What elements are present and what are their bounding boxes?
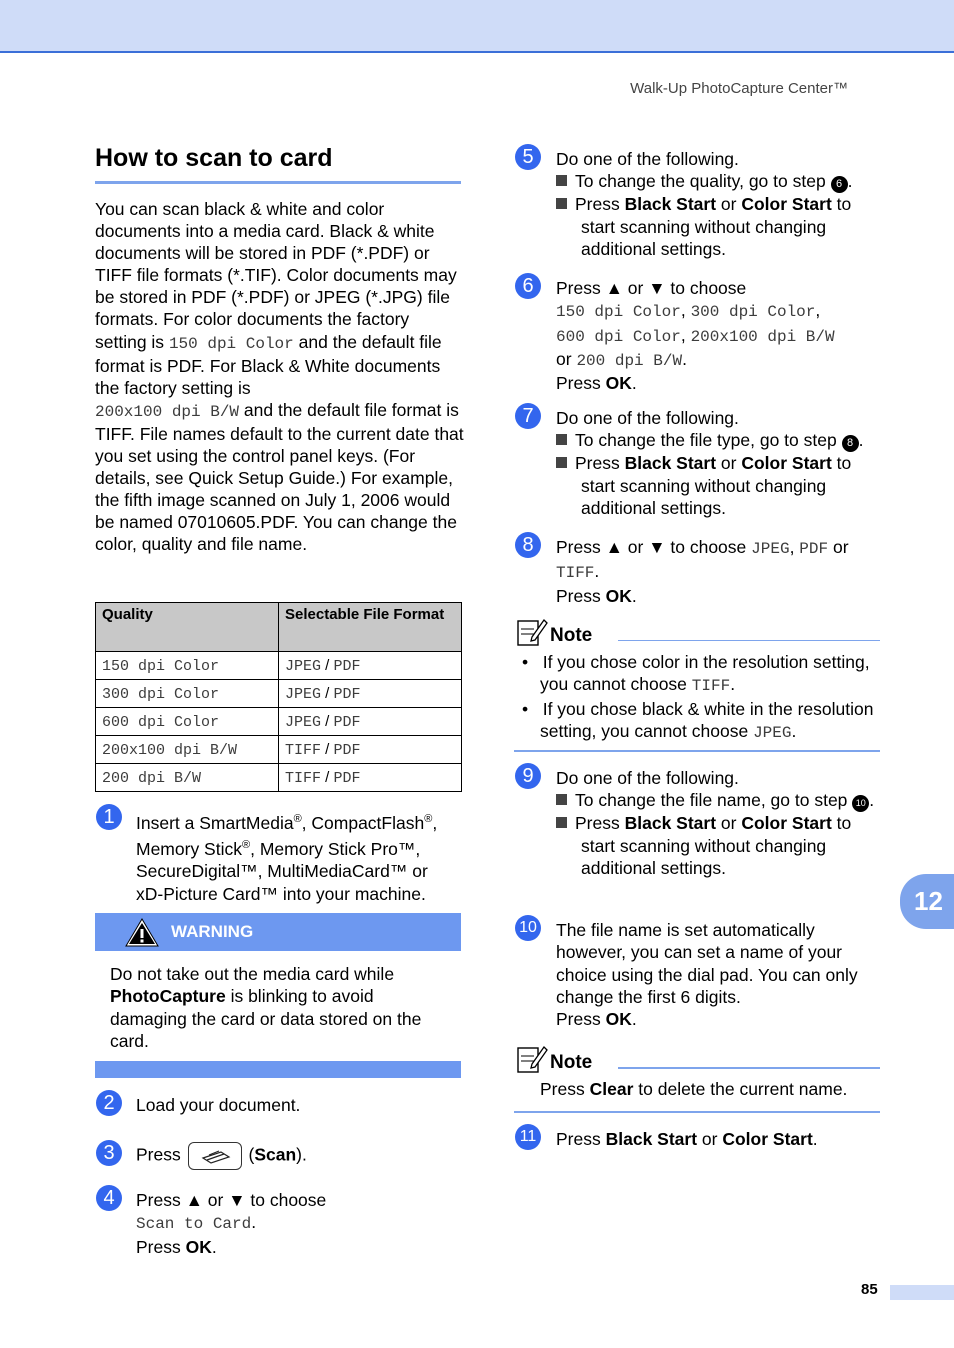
table-row (96, 652, 462, 680)
step-number-9: 9 (515, 763, 541, 789)
step-5-text: Do one of the following. To change the quality, go to step 6 . Press Black Start or Color Start to start scanning without changing additional settings. (556, 148, 881, 260)
intro-paragraph: You can scan black & white and color documents into a media card. Black & white documents will be stored in PDF (*.PDF) or TIFF file formats (*.TIF). Color documents may be stored in PDF (*.PDF) or JPEG (*.JPG) file formats. For color documents the factory setting is 150 dpi Color and the default file format is PDF. For Black & White documents the factory setting is 200x100 dpi B/W and the default file format is TIFF. File names default to the current date that you set using the control panel keys. (For details, see Quick Setup Guide.) For example, the fifth image scanned on July 1, 2006 would be named 07010605.PDF. You can change the color, quality and file name. (95, 199, 464, 555)
column-header-quality: Quality (96, 603, 279, 652)
step-1-text: Insert a SmartMedia®, CompactFlash®, Memory Stick®, Memory Stick Pro™, SecureDigital™, MultiMediaCard™ or xD-Picture Card™ into your machine. (136, 812, 438, 904)
format-cell: TIFF / PDF (279, 736, 462, 764)
note-pencil-icon (516, 617, 548, 647)
warning-icon (125, 917, 159, 947)
quality-format-table (95, 602, 462, 792)
step-number-5: 5 (515, 144, 541, 170)
list-item: To change the file type, go to step 8 . (556, 429, 881, 452)
scan-button-icon (188, 1142, 242, 1170)
note-title: Note (550, 625, 593, 646)
step-number-4: 4 (96, 1185, 122, 1211)
chapter-tab: 12 (900, 874, 954, 929)
quality-cell: 150 dpi Color (96, 652, 279, 680)
list-item: To change the file name, go to step 10 . (556, 789, 881, 812)
list-item: Press Black Start or Color Start to start scanning without changing additional settings. (556, 812, 881, 879)
table-header-row (96, 603, 462, 652)
note-rule (618, 640, 880, 641)
note-rule (618, 1067, 880, 1069)
step-number-6: 6 (515, 273, 541, 299)
quality-cell: 300 dpi Color (96, 680, 279, 708)
format-cell: JPEG / PDF (279, 652, 462, 680)
step-number-1: 1 (96, 804, 122, 830)
format-cell: JPEG / PDF (279, 708, 462, 736)
step-10-text: The file name is set automatically however, you can set a name of your choice using the dial pad. You can only change the first 6 digits. Press OK. (556, 920, 858, 1030)
note-1-list (522, 651, 882, 744)
step-7-text: Do one of the following. To change the file type, go to step 8 . Press Black Start or Color Start to start scanning without changing additional settings. (556, 407, 881, 519)
quality-cell: 200 dpi B/W (96, 764, 279, 792)
section-title: How to scan to card (95, 144, 333, 172)
step-number-10: 10 (515, 915, 541, 941)
warning-text: Do not take out the media card while PhotoCapture is blinking to avoid damaging the card or data stored on the card. (110, 964, 422, 1051)
note-bottom-rule (514, 750, 880, 752)
step-number-3: 3 (96, 1140, 122, 1166)
list-item: To change the quality, go to step 6 . (556, 170, 881, 193)
note-title: Note (550, 1052, 593, 1073)
step-6-text: Press ▲ or ▼ to choose 150 dpi Color, 300 dpi Color, 600 dpi Color, 200x100 dpi B/W or 200 dpi B/W. Press OK. (556, 278, 835, 394)
list-item: Press Black Start or Color Start to start scanning without changing additional settings. (556, 452, 881, 519)
header-band (0, 0, 954, 53)
column-header-format: Selectable File Format (279, 603, 462, 652)
step-4-text: Press ▲ or ▼ to choose Scan to Card. Press OK. (136, 1190, 327, 1257)
list-item: Press Black Start or Color Start to start scanning without changing additional settings. (556, 193, 881, 260)
format-cell: JPEG / PDF (279, 680, 462, 708)
quality-cell: 200x100 dpi B/W (96, 736, 279, 764)
quality-cell: 600 dpi Color (96, 708, 279, 736)
note-2-text: Press Clear to delete the current name. (540, 1079, 848, 1099)
step-number-8: 8 (515, 532, 541, 558)
table-row (96, 708, 462, 736)
step-number-7: 7 (515, 403, 541, 429)
table-row (96, 680, 462, 708)
note-bottom-rule (514, 1111, 880, 1113)
step-ref-badge: 8 (842, 435, 859, 452)
warning-footer-bar (95, 1061, 461, 1078)
page-number: 85 (861, 1281, 878, 1298)
step-3-text: Press (Scan). (136, 1142, 307, 1170)
step-8-text: Press ▲ or ▼ to choose JPEG, PDF or TIFF. Press OK. (556, 537, 849, 606)
running-title: Walk-Up PhotoCapture Center™ (630, 80, 848, 97)
table-row (96, 736, 462, 764)
warning-label: WARNING (171, 922, 254, 941)
format-cell: TIFF / PDF (279, 764, 462, 792)
page-number-bar (890, 1285, 954, 1300)
list-item: • If you chose color in the resolution setting, you cannot choose TIFF. (522, 652, 870, 696)
step-ref-badge: 6 (831, 176, 848, 193)
step-11-text: Press Black Start or Color Start. (556, 1129, 818, 1149)
step-2-text: Load your document. (136, 1095, 301, 1115)
step-number-2: 2 (96, 1090, 122, 1116)
title-underline (95, 181, 461, 184)
table-row (96, 764, 462, 792)
note-pencil-icon (516, 1044, 548, 1074)
step-ref-badge: 10 (852, 795, 869, 812)
list-item: • If you chose black & white in the resolution setting, you cannot choose JPEG. (522, 698, 874, 742)
step-number-11: 11 (515, 1124, 541, 1150)
step-9-text: Do one of the following. To change the file name, go to step 10 . Press Black Start or Color Start to start scanning without changing additional settings. (556, 767, 881, 879)
